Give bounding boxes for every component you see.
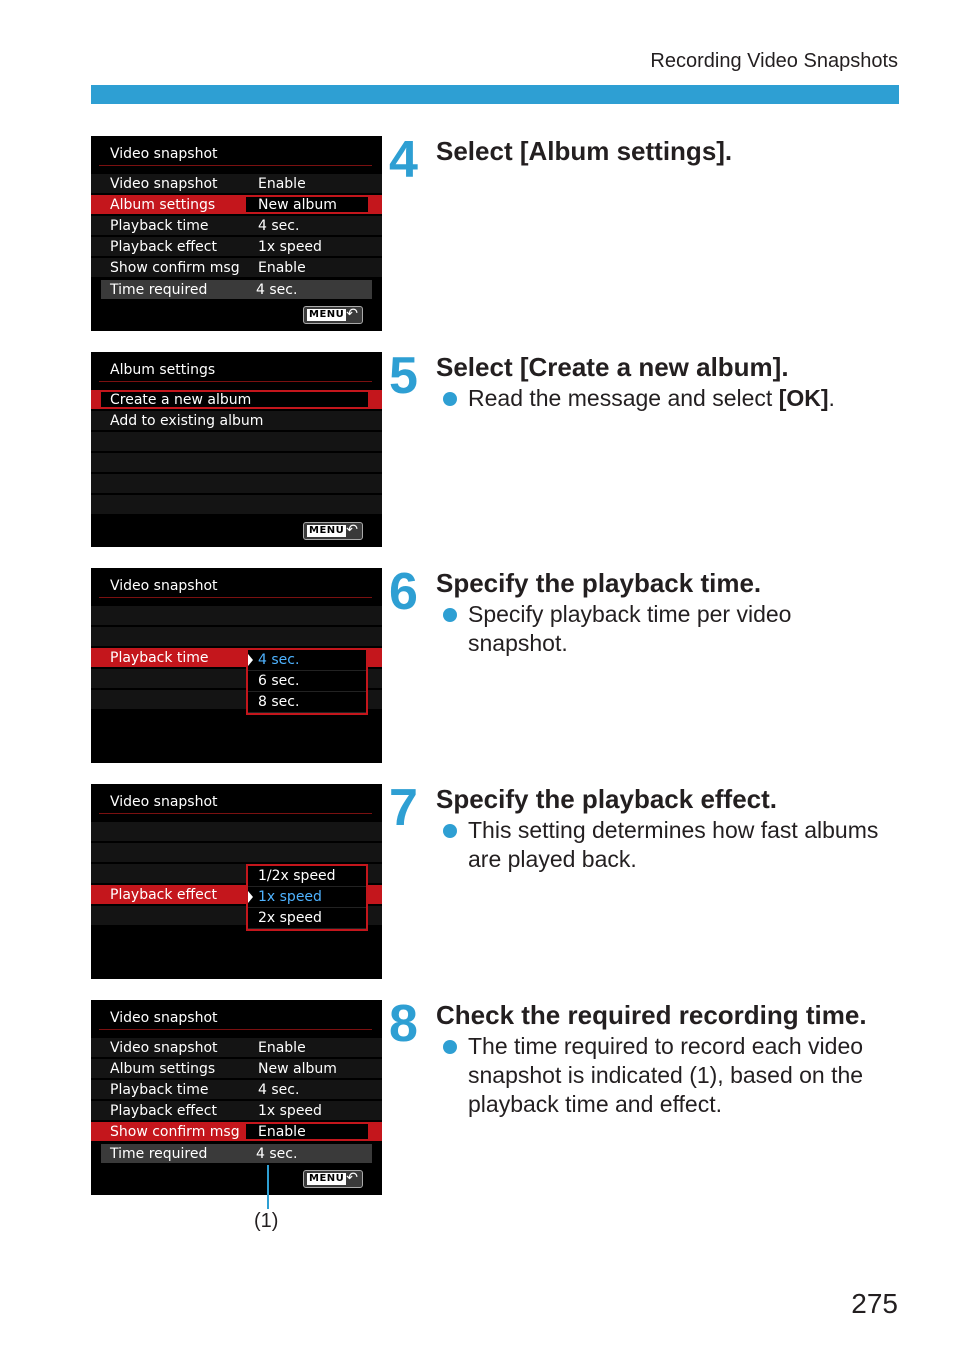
row-label: Create a new album bbox=[110, 392, 252, 408]
menu-row-playback-effect[interactable] bbox=[91, 1101, 382, 1121]
option-half-speed[interactable] bbox=[248, 866, 366, 887]
row-label: Album settings bbox=[110, 1061, 216, 1077]
step-number: 7 bbox=[389, 779, 416, 837]
step-body: This setting determines how fast albums are played back. bbox=[468, 817, 879, 872]
step-title: Select [Create a new album]. bbox=[436, 352, 789, 382]
row-value: New album bbox=[258, 197, 337, 213]
screen-title: Video snapshot bbox=[110, 794, 218, 810]
menu-back-button[interactable] bbox=[303, 306, 363, 324]
step-number: 6 bbox=[389, 563, 416, 621]
screen-title: Album settings bbox=[110, 362, 216, 378]
menu-label: MENU bbox=[309, 525, 345, 536]
screen-playback-time bbox=[91, 568, 382, 763]
title-divider bbox=[99, 381, 372, 382]
title-divider bbox=[99, 597, 372, 598]
option-2x-speed[interactable] bbox=[248, 908, 366, 929]
row-label: Show confirm msg bbox=[110, 260, 240, 276]
row-label: Video snapshot bbox=[110, 1040, 218, 1056]
step-number: 4 bbox=[389, 131, 416, 189]
row-label: Video snapshot bbox=[110, 176, 218, 192]
menu-back-button[interactable] bbox=[303, 1170, 363, 1188]
bullet-icon bbox=[443, 824, 457, 838]
step-title: Specify the playback time. bbox=[436, 568, 762, 598]
selection-pointer-icon bbox=[248, 654, 253, 666]
body-text: Read the message and select bbox=[468, 385, 779, 411]
step-body bbox=[468, 384, 908, 413]
row-label: Add to existing album bbox=[110, 413, 264, 429]
header-bar bbox=[91, 85, 899, 104]
step-number: 5 bbox=[389, 347, 416, 405]
bullet-icon bbox=[443, 1040, 457, 1054]
step-title: Select [Album settings]. bbox=[436, 136, 733, 166]
row-value: 4 sec. bbox=[256, 282, 298, 298]
callout-line bbox=[267, 1165, 269, 1209]
time-required-row bbox=[101, 280, 372, 300]
page-number: 275 bbox=[851, 1288, 898, 1319]
menu-row-add-existing[interactable] bbox=[91, 411, 382, 431]
selection-pointer-icon bbox=[248, 891, 253, 903]
playback-time-options bbox=[246, 648, 368, 715]
row-value: 4 sec. bbox=[258, 1082, 300, 1098]
ok-label: [OK] bbox=[778, 385, 829, 411]
menu-row-empty bbox=[91, 843, 382, 863]
return-arrow-icon: ↶ bbox=[346, 306, 358, 322]
option-label: 1/2x speed bbox=[258, 868, 336, 884]
row-label: Playback time bbox=[110, 218, 209, 234]
menu-row-playback-time[interactable] bbox=[91, 216, 382, 236]
row-value: Enable bbox=[258, 1040, 306, 1056]
screen-create-album bbox=[91, 352, 382, 547]
menu-row-show-confirm[interactable] bbox=[91, 258, 382, 278]
row-label: Playback effect bbox=[110, 1103, 217, 1119]
row-value: 4 sec. bbox=[256, 1146, 298, 1162]
menu-row-playback-effect[interactable] bbox=[91, 237, 382, 257]
menu-row-show-confirm[interactable] bbox=[91, 1122, 382, 1142]
body-text-end: . bbox=[828, 385, 835, 411]
row-value: Enable bbox=[258, 260, 306, 276]
row-label: Time required bbox=[110, 1146, 208, 1162]
menu-row-album-settings[interactable] bbox=[91, 195, 382, 215]
callout-label: (1) bbox=[254, 1210, 279, 1232]
menu-row-empty bbox=[91, 432, 382, 452]
row-value: Enable bbox=[258, 1124, 306, 1140]
menu-row-empty bbox=[91, 453, 382, 473]
menu-row-empty bbox=[91, 474, 382, 494]
row-label: Playback effect bbox=[110, 239, 217, 255]
screen-title: Video snapshot bbox=[110, 146, 218, 162]
screen-title: Video snapshot bbox=[110, 1010, 218, 1026]
step-number: 8 bbox=[389, 995, 416, 1053]
row-label: Playback effect bbox=[110, 887, 217, 903]
header-title: Recording Video Snapshots bbox=[650, 50, 898, 72]
row-label: Time required bbox=[110, 282, 208, 298]
screen-playback-effect bbox=[91, 784, 382, 979]
option-label: 2x speed bbox=[258, 910, 322, 926]
row-label: Playback time bbox=[110, 650, 209, 666]
menu-row-video-snapshot[interactable] bbox=[91, 174, 382, 194]
menu-row-empty bbox=[91, 822, 382, 842]
menu-label: MENU bbox=[309, 1173, 345, 1184]
option-label: 1x speed bbox=[258, 889, 322, 905]
menu-row-empty bbox=[91, 627, 382, 647]
return-arrow-icon: ↶ bbox=[346, 1170, 358, 1186]
screen-required-time bbox=[91, 1000, 382, 1195]
playback-effect-options bbox=[246, 864, 368, 931]
title-divider bbox=[99, 813, 372, 814]
step-body: Specify playback time per video snapshot. bbox=[468, 601, 792, 656]
time-required-row bbox=[101, 1144, 372, 1164]
row-label: Album settings bbox=[110, 197, 216, 213]
step-title: Check the required recording time. bbox=[436, 1000, 867, 1030]
screen-album-settings bbox=[91, 136, 382, 331]
row-label: Playback time bbox=[110, 1082, 209, 1098]
option-6-sec[interactable] bbox=[248, 671, 366, 692]
row-value: 1x speed bbox=[258, 239, 322, 255]
menu-row-video-snapshot[interactable] bbox=[91, 1038, 382, 1058]
row-value: 1x speed bbox=[258, 1103, 322, 1119]
row-value: 4 sec. bbox=[258, 218, 300, 234]
title-divider bbox=[99, 165, 372, 166]
step-body: The time required to record each video snapshot is indicated (1), based on the playback time and effect. bbox=[468, 1033, 864, 1117]
bullet-icon bbox=[443, 608, 457, 622]
menu-row-create-album[interactable] bbox=[91, 390, 382, 410]
menu-row-empty bbox=[91, 495, 382, 515]
option-label: 4 sec. bbox=[258, 652, 300, 668]
return-arrow-icon: ↶ bbox=[346, 522, 358, 538]
option-label: 6 sec. bbox=[258, 673, 300, 689]
menu-row-playback-time[interactable] bbox=[91, 1080, 382, 1100]
option-4-sec[interactable] bbox=[248, 650, 366, 671]
option-1x-speed[interactable] bbox=[248, 887, 366, 908]
option-label: 8 sec. bbox=[258, 694, 300, 710]
menu-label: MENU bbox=[309, 309, 345, 320]
bullet-icon bbox=[443, 392, 457, 406]
option-8-sec[interactable] bbox=[248, 692, 366, 713]
screen-title: Video snapshot bbox=[110, 578, 218, 594]
step-title: Specify the playback effect. bbox=[436, 784, 778, 814]
menu-row-album-settings[interactable] bbox=[91, 1059, 382, 1079]
title-divider bbox=[99, 1029, 372, 1030]
row-value: New album bbox=[258, 1061, 337, 1077]
menu-back-button[interactable] bbox=[303, 522, 363, 540]
menu-row-empty bbox=[91, 606, 382, 626]
row-value: Enable bbox=[258, 176, 306, 192]
row-label: Show confirm msg bbox=[110, 1124, 240, 1140]
